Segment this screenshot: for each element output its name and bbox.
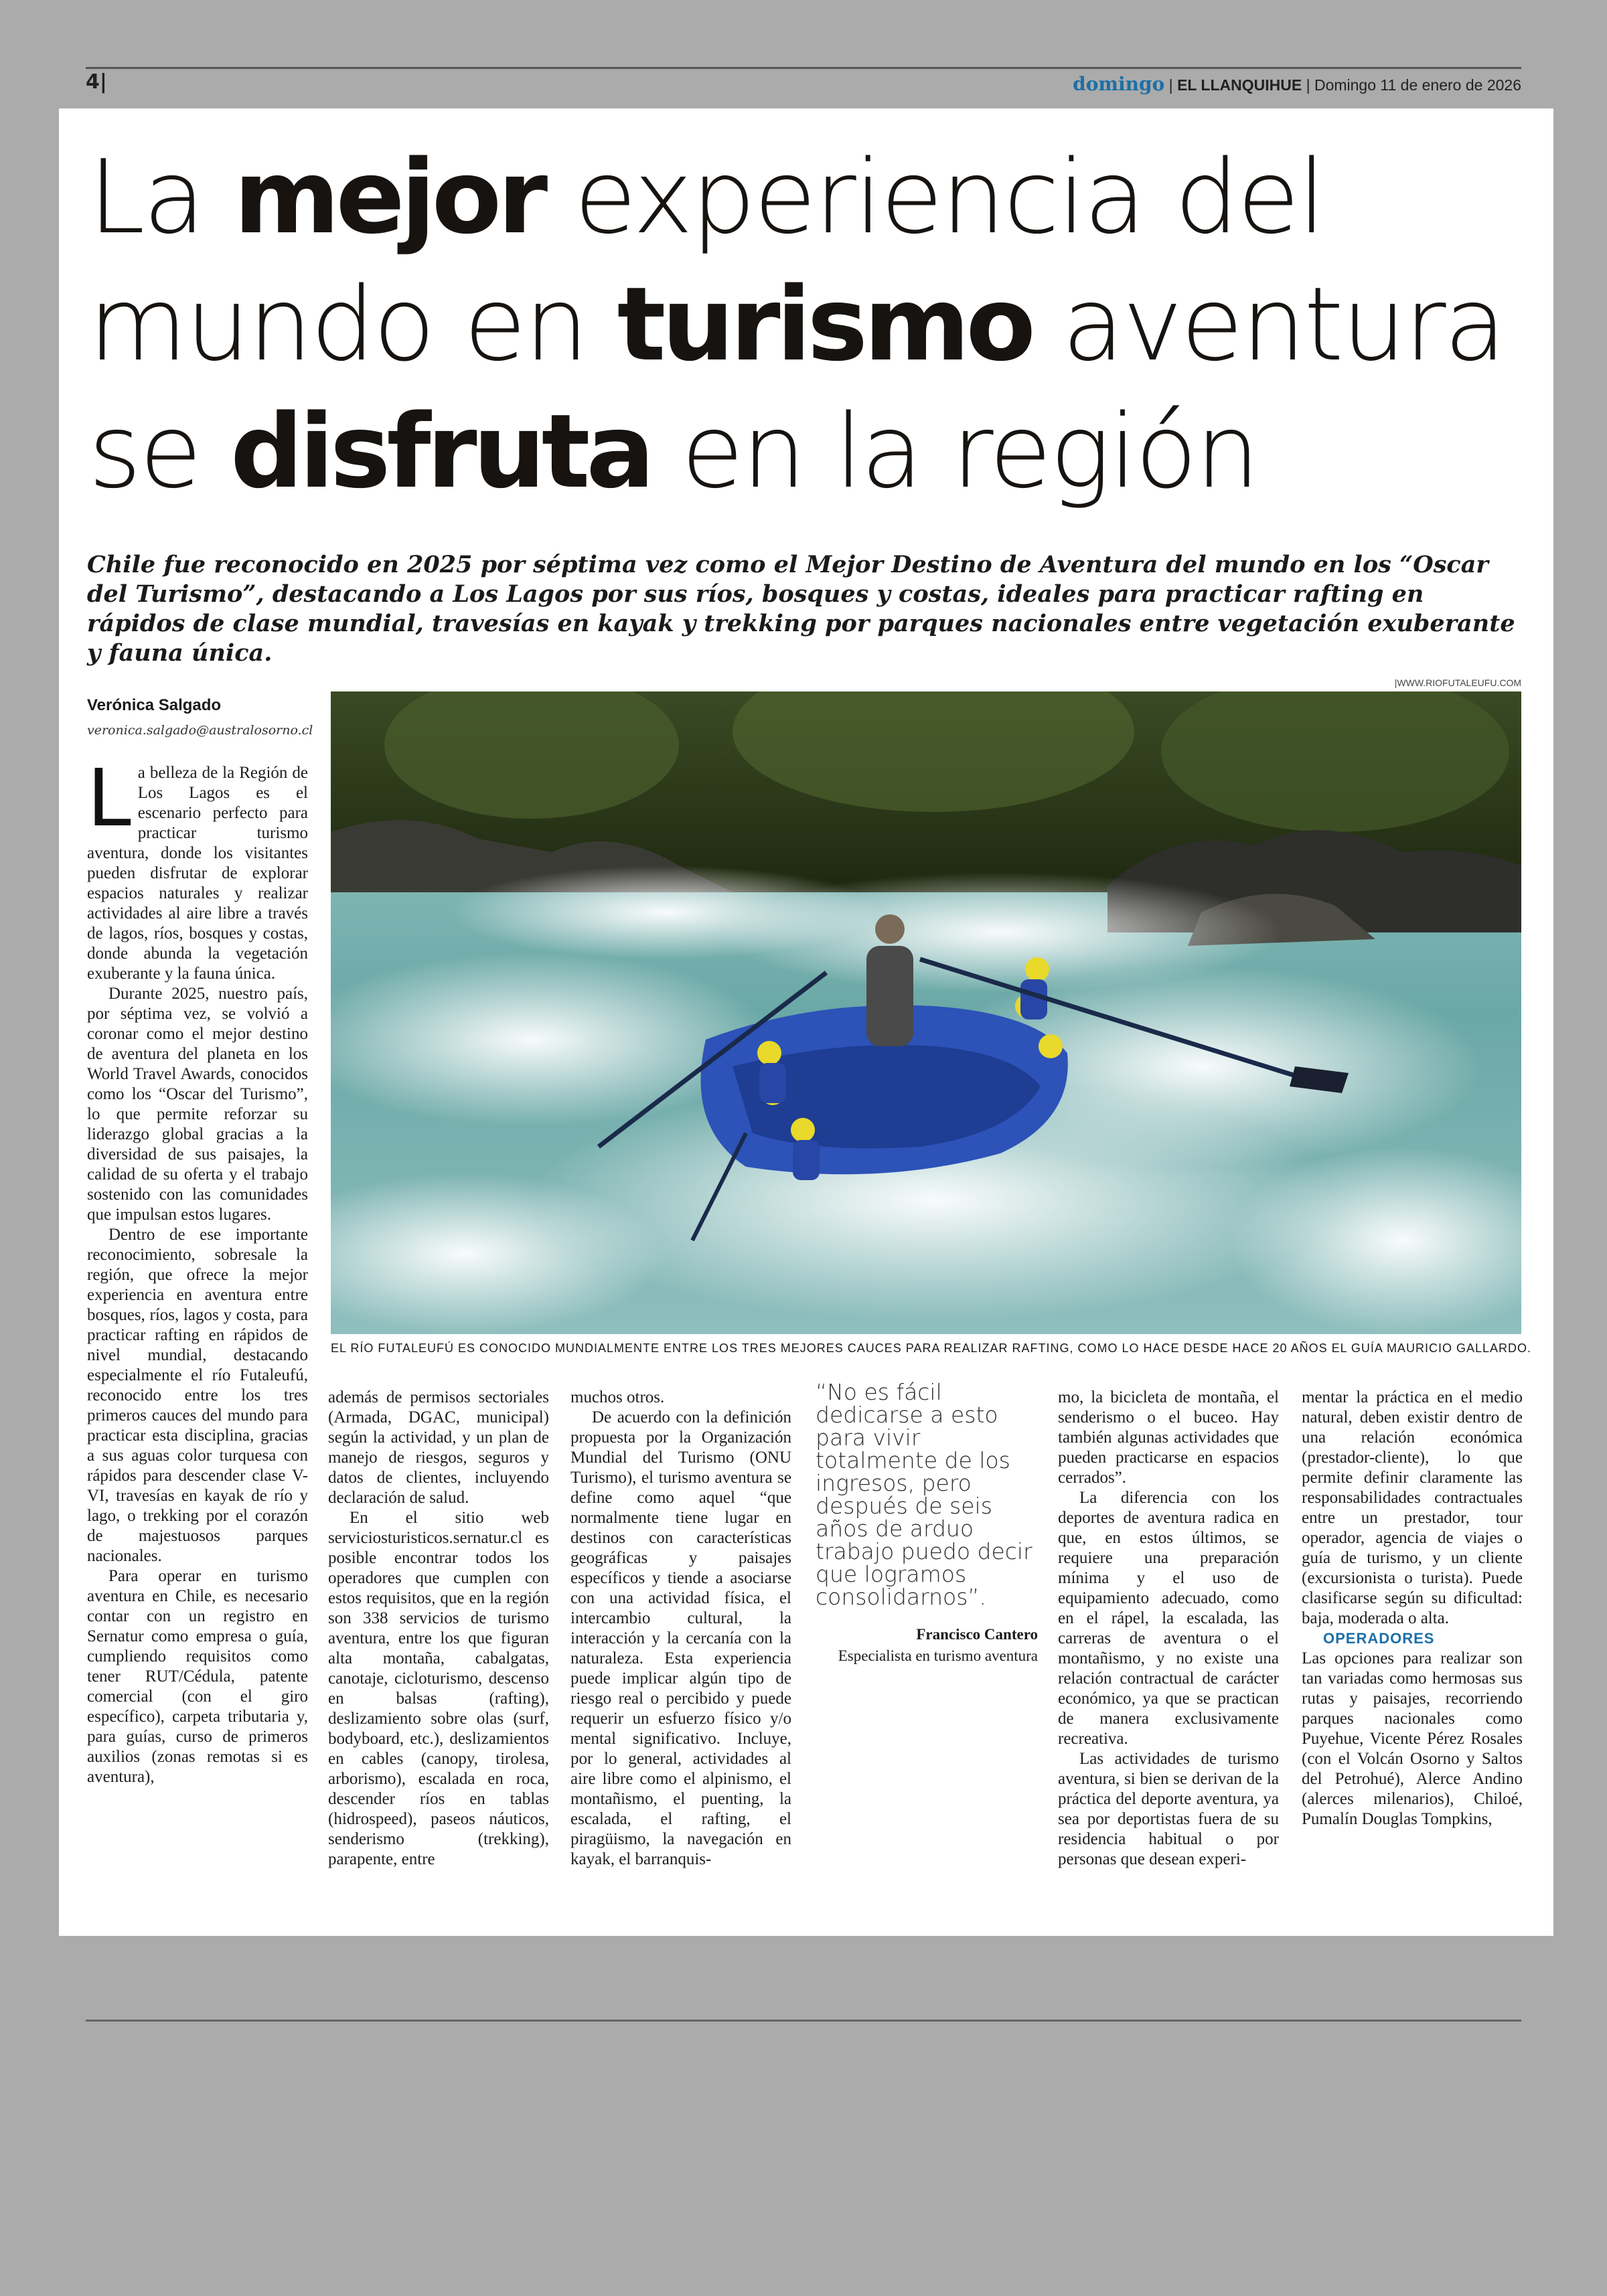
paragraph: Las actividades de turismo aventura, si bien se derivan de la práctica del deporte aventura, ya sea por deportistas fuera de su residencia habitual o por personas que desean experi- (1058, 1750, 1279, 1868)
newspaper-name: EL LLANQUIHUE (1177, 76, 1302, 94)
paragraph: mentar la práctica en el medio natural, deben existir dentro de una relación económica (prestador-cliente), lo que permite definir claramente las responsabilidades contractuales entre un prestador, tour operador, agencia de viajes o guía de turismo, y un cliente (excursionista o turista). Puede clasificarse según su dificultad: baja, moderada o alta. (1302, 1388, 1523, 1627)
folio-bar (86, 69, 1521, 96)
folio-info: domingo | EL LLANQUIHUE | Domingo 11 de enero de 2026 (1073, 73, 1521, 95)
column-6 (1302, 1388, 1523, 1829)
drop-cap: L (87, 752, 131, 844)
section-brand: domingo (1073, 73, 1165, 95)
paragraph: Durante 2025, nuestro país, por séptima vez, se volvió a coronar como el mejor destino de aventura del planeta en los World Travel Awards, conocidos como los “Oscar del Turismo”, lo que permite reforzar su liderazgo global gracias a la diversidad de sus paisajes, la calidad de su oferta y el trabajo sostenido con las comunidades que impulsan estos lugares. (87, 985, 308, 1224)
issue-date: Domingo 11 de enero de 2026 (1314, 76, 1521, 94)
photo-caption: EL RÍO FUTALEUFÚ ES CONOCIDO MUNDIALMENTE ENTRE LOS TRES MEJORES CAUCES PARA REALIZAR RAFTING, COMO LO HACE DESDE HACE 20 AÑOS EL GUÍA MAURICIO GALLARDO. (331, 1341, 1531, 1355)
column-2 (328, 1388, 549, 1870)
column-3 (570, 1388, 791, 1870)
byline (87, 696, 315, 738)
paragraph: mo, la bicicleta de montaña, el senderismo o el buceo. Hay también algunas actividades que pueden practicarse en espacios cerrados”. (1058, 1388, 1279, 1487)
photo-credit: |WWW.RIOFUTALEUFU.COM (1394, 677, 1521, 688)
paragraph: Las opciones para realizar son tan variadas como hermosas sus rutas y paisajes, recorriendo parques nacionales como Puyehue, Vicente Pérez Rosales (con el Volcán Osorno y Saltos del Petrohué), Alerce Andino (alerces milenarios), Chiloé, Pumalín Douglas Tompkins, (1302, 1649, 1523, 1828)
author-name: Verónica Salgado (87, 696, 222, 714)
page-number: 4| (86, 70, 107, 94)
column-1 (87, 752, 308, 1787)
headline: La mejor experiencia del mundo en turismo aventura se disfruta en la región (88, 138, 1505, 511)
lead-paragraph: Chile fue reconocido en 2025 por séptima vez como el Mejor Destino de Aventura del mundo en los “Oscar del Turismo”, destacando a Los Lagos por sus ríos, bosques y costas, ideales para practicar rafting en rápidos de clase mundial, travesías en kayak y trekking por parques nacionales entre vegetación exuberante y fauna única. (87, 551, 1515, 667)
paragraph: De acuerdo con la definición propuesta por la Organización Mundial del Turismo (ONU Turismo), el turismo aventura se define como aquel “que normalmente tiene lugar en destinos con características geográficas y paisajes específicos y tiende a asociarse con una actividad física, el intercambio cultural, la interacción y la cercanía con la naturaleza. Esta experiencia puede implicar algún tipo de riesgo real o percibido y puede requerir un esfuerzo físico y/o mental significativo. Incluye, por lo general, actividades al aire libre como el alpinismo, el montañismo, el puenting, la escalada, el rafting, el piragüismo, la navegación en kayak, el barranquis- (570, 1408, 791, 1868)
paragraph: muchos otros. (570, 1388, 665, 1406)
column-5 (1058, 1388, 1279, 1870)
subheading: OPERADORES (1323, 1630, 1435, 1647)
paragraph: Dentro de ese importante reconocimiento, sobresale la región, que ofrece la mejor experiencia en aventura entre bosques, ríos, lagos y costa, para practicar rafting en rápidos de nivel mundial, destacando especialmente el río Futaleufú, reconocido entre los tres primeros cauces del mundo para practicar esta disciplina, gracias a sus aguas color turquesa con rápidos para descender clase V-VI, travesías en kayak de río y lago, o trekking por el corazón de majestuosos parques nacionales. (87, 1226, 308, 1565)
author-email: veronica.salgado@australosorno.cl (87, 723, 313, 738)
quote-author: Francisco Cantero (916, 1626, 1038, 1643)
paragraph: La belleza de la Región de Los Lagos es el escenario perfecto para practicar turismo aventura, donde los visitantes pueden disfrutar de explorar espacios naturales y realizar actividades al aire libre a través de lagos, ríos, bosques y costas, donde abunda la vegetación exuberante y la fauna única. (87, 752, 308, 983)
paragraph: Para operar en turismo aventura en Chile, es necesario contar con un registro en Sernatur como empresa o guía, cumpliendo requisitos como tener RUT/Cédula, patente comercial (con el giro específico), carpeta tributaria y, para guías, curso de primeros auxilios (zonas remotas si es aventura), (87, 1567, 308, 1786)
rafting-photo (331, 691, 1521, 1334)
quote-text: “No es fácil dedicarse a esto para vivir totalmente de los ingresos, pero después de seis años de arduo trabajo puedo decir que logramos consolidarnos”. (816, 1379, 1032, 1610)
bottom-rule (86, 2020, 1521, 2022)
paragraph: En el sitio web serviciosturisticos.sernatur.cl es posible encontrar todos los operadores que cumplen con estos requisitos, que en la región son 338 servicios de turismo aventura, entre los que figuran alta montaña, cabalgatas, canotaje, cicloturismo, descenso en balsas (rafting), deslizamiento sobre olas (surf, bodyboard, etc.), deslizamientos en cables (canopy, tirolesa, arborismo), escalada en roca, descender ríos en tablas (hidrospeed), paseos náuticos, senderismo (trekking), parapente, entre (328, 1509, 549, 1868)
paragraph: además de permisos sectoriales (Armada, DGAC, municipal) según la actividad, y un plan de manejo de riesgos, seguros y datos de clientes, incluyendo declaración de salud. (328, 1388, 549, 1507)
paragraph: La diferencia con los deportes de aventura radica en que, en estos últimos, se requiere una preparación mínima y el uso de equipamiento adecuado, como en el rápel, la escalada, las carreras de aventura o el montañismo, y no existe una relación contractual de carácter económico, ya que se practican de manera exclusivamente recreativa. (1058, 1489, 1279, 1748)
pull-quote (816, 1381, 1038, 1666)
quote-author-role: Especialista en turismo aventura (838, 1647, 1038, 1664)
